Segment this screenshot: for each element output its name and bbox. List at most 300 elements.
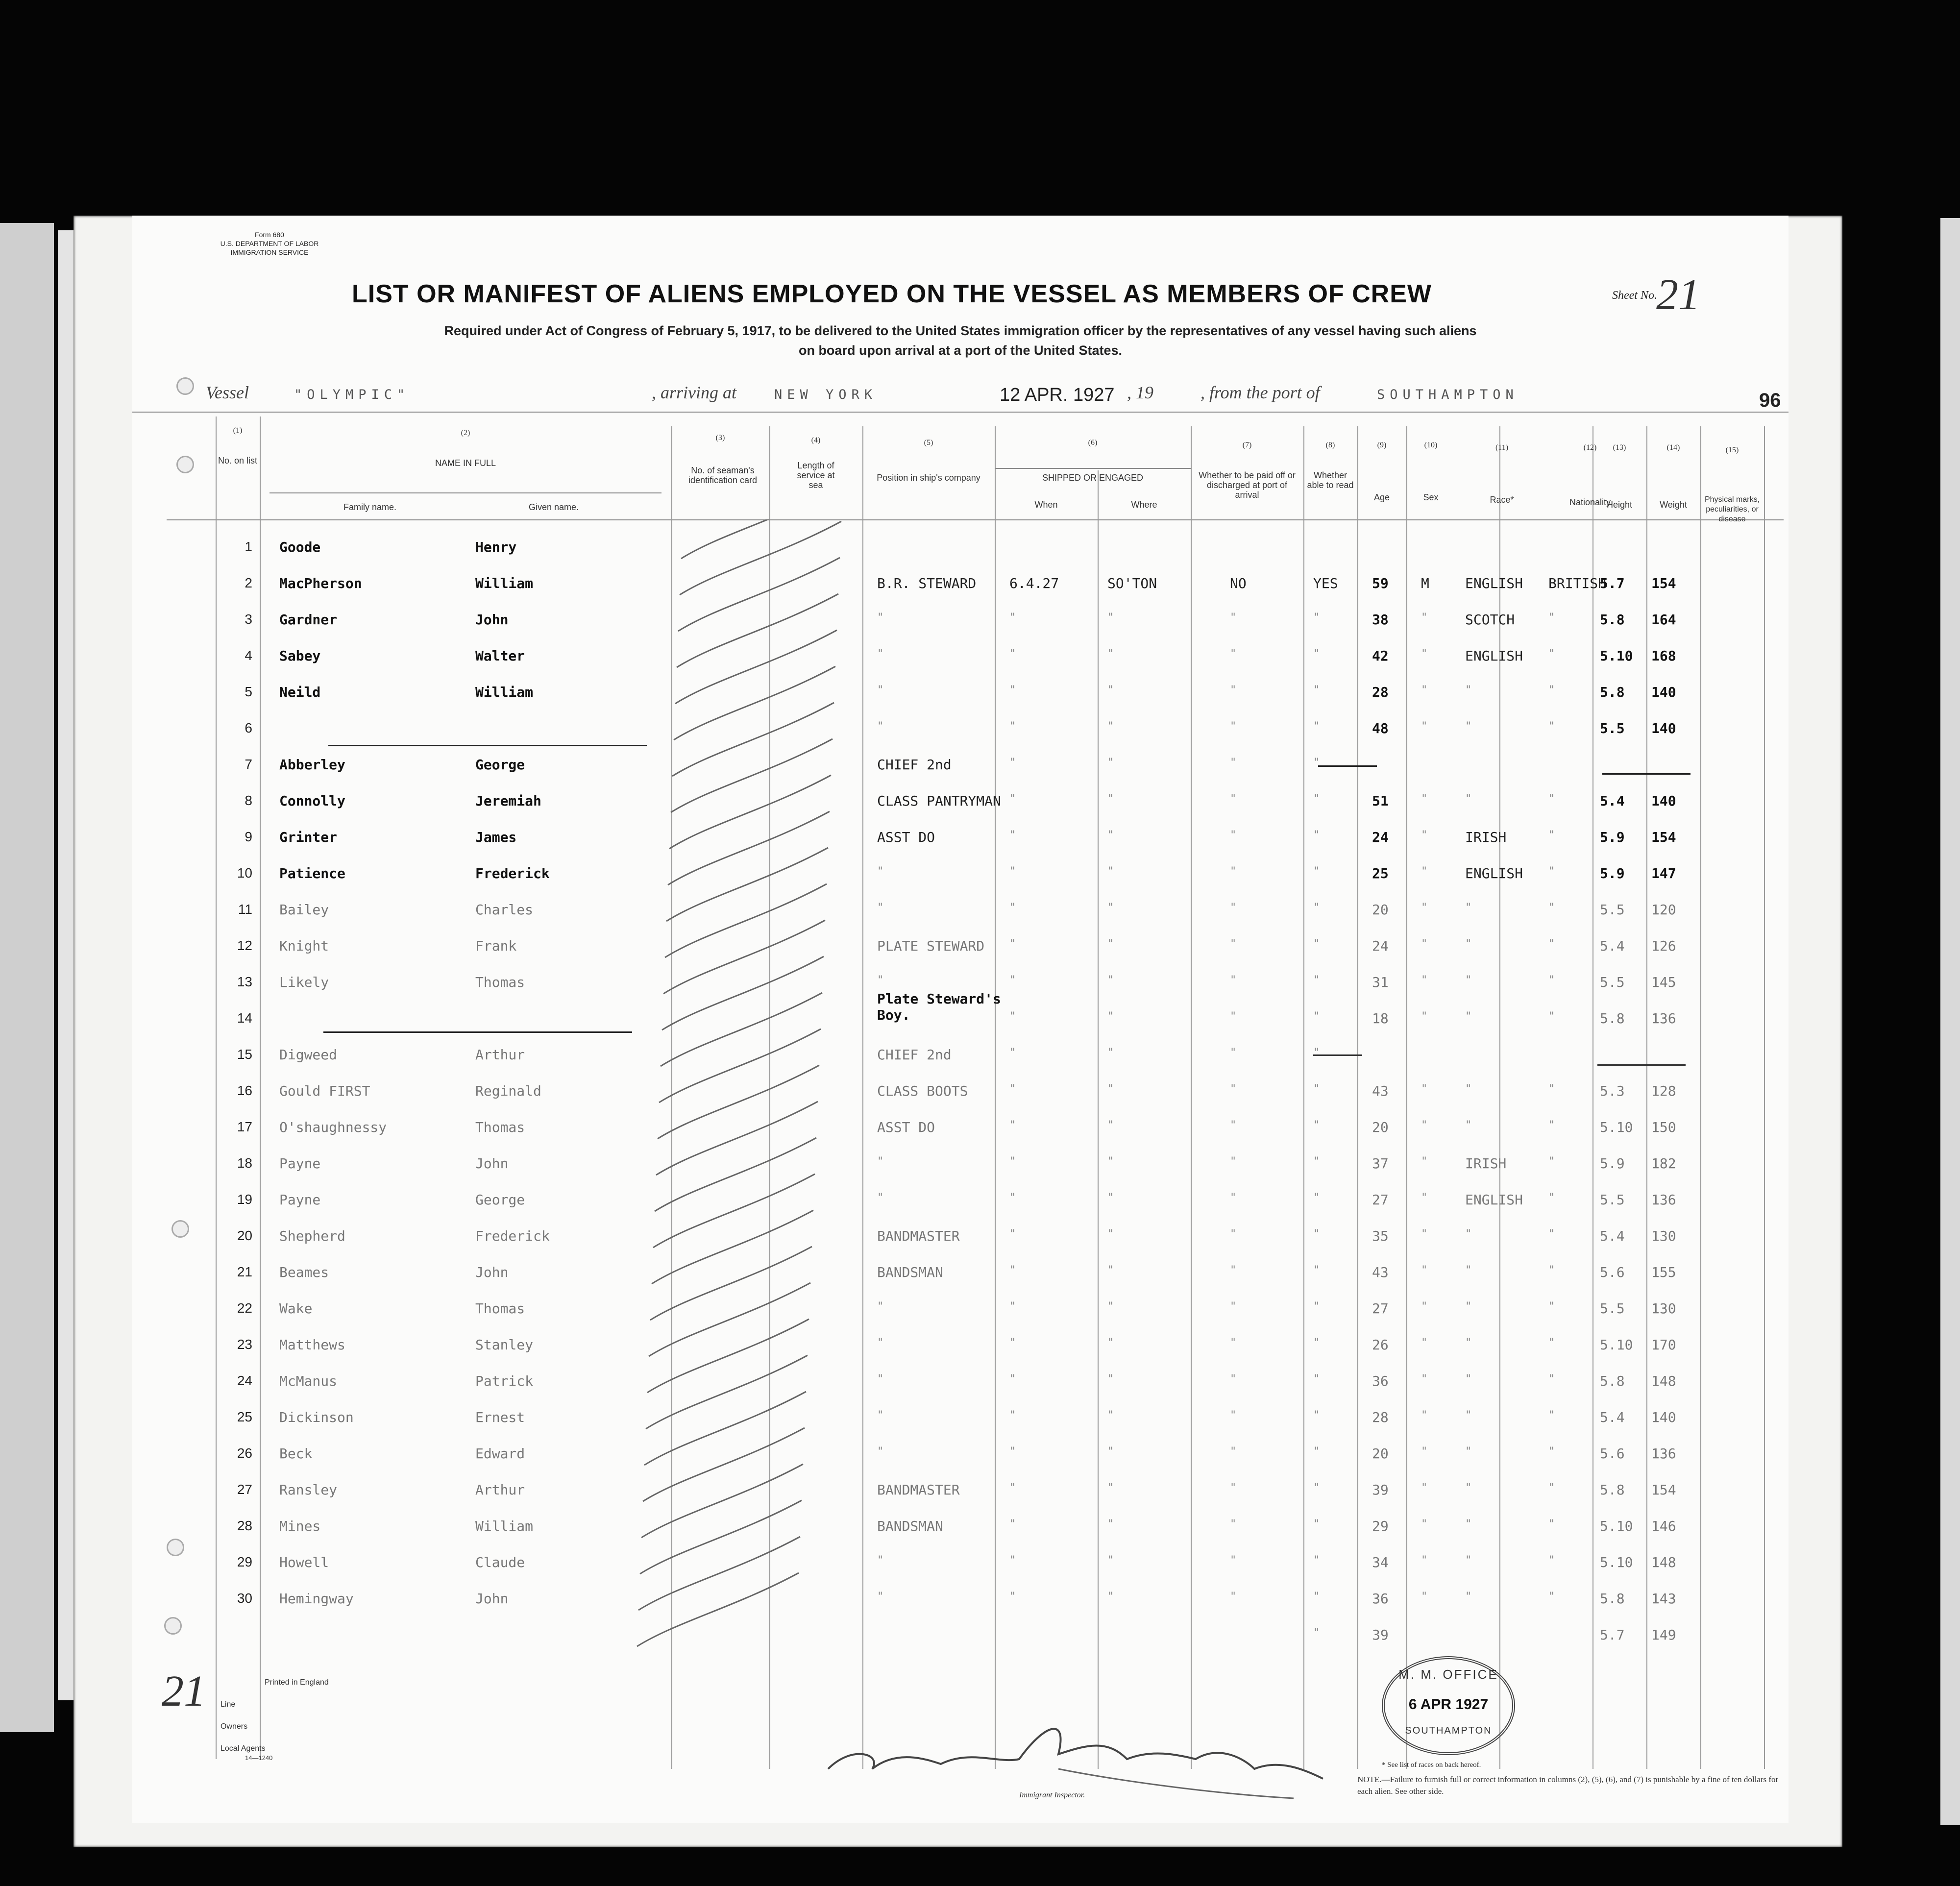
height: 5.8 [1600, 684, 1625, 700]
age: 38 [1372, 612, 1389, 628]
position: Plate Steward's Boy. [877, 991, 1001, 1023]
table-row [132, 648, 1788, 684]
shipped-when: " [1009, 1228, 1016, 1240]
row-number: 1 [245, 539, 252, 554]
shipped-when: " [1009, 1119, 1016, 1131]
nationality: " [1548, 1409, 1555, 1421]
paid-off: " [1230, 974, 1237, 986]
race: ENGLISH [1465, 1192, 1523, 1208]
paid-off: " [1230, 1264, 1237, 1276]
given-name: Henry [475, 539, 517, 555]
row-number: 15 [237, 1047, 252, 1062]
given-name: Frederick [475, 865, 550, 882]
shipped-when: " [1009, 757, 1016, 769]
race: " [1465, 1337, 1472, 1349]
row-number: 23 [237, 1337, 252, 1352]
table-row [132, 1337, 1788, 1373]
position: PLATE STEWARD [877, 938, 985, 954]
table-row [132, 1119, 1788, 1155]
height: 5.5 [1600, 720, 1625, 736]
race: " [1465, 1228, 1472, 1240]
shipped-where: " [1107, 1083, 1114, 1095]
race: " [1465, 793, 1472, 805]
weight: 120 [1651, 902, 1676, 918]
position: " [877, 684, 884, 696]
inspector-signature [813, 1695, 1382, 1808]
form-info [186, 230, 353, 257]
table-row [132, 757, 1788, 793]
inspector-label: Immigrant Inspector. [1019, 1791, 1085, 1799]
sex: " [1421, 1010, 1428, 1023]
shipped-where: " [1107, 974, 1114, 986]
table-row [132, 1192, 1788, 1228]
table-row [132, 991, 1788, 1047]
shipped-when: " [1009, 1482, 1016, 1494]
given-name: Charles [475, 902, 534, 918]
race: " [1465, 1409, 1472, 1421]
weight: 140 [1651, 793, 1676, 809]
weight: 136 [1651, 1192, 1676, 1208]
age: 31 [1372, 974, 1389, 990]
col-num: (8) [1325, 441, 1335, 449]
shipped-when: " [1009, 1445, 1016, 1458]
race: " [1465, 1119, 1472, 1131]
position: " [877, 865, 884, 878]
col-num: (6) [1088, 439, 1098, 447]
col-num: (15) [1725, 446, 1739, 454]
weight: 147 [1651, 865, 1676, 882]
row-number: 3 [245, 612, 252, 627]
weight: 145 [1651, 974, 1676, 990]
col-length-service: Length of service at sea [797, 461, 835, 490]
sex: " [1421, 648, 1428, 660]
col-num: (9) [1377, 441, 1387, 449]
given-name: Walter [475, 648, 525, 664]
shipped-where: " [1107, 902, 1114, 914]
weight: 148 [1651, 1373, 1676, 1389]
able-to-read: " [1313, 1373, 1320, 1385]
nationality: " [1548, 1192, 1555, 1204]
position: " [877, 902, 884, 914]
table-row [132, 612, 1788, 648]
weight: 154 [1651, 1482, 1676, 1498]
row-number: 8 [245, 793, 252, 808]
given-name: John [475, 612, 509, 628]
weight: 128 [1651, 1083, 1676, 1099]
col-id-card: No. of seaman's identification card [688, 465, 758, 485]
age: 39 [1372, 1627, 1389, 1643]
col-num: (3) [715, 434, 725, 442]
shipped-when: " [1009, 793, 1016, 805]
shipped-where: SO'TON [1107, 575, 1157, 591]
nationality: " [1548, 974, 1555, 986]
height: 5.7 [1600, 575, 1625, 591]
department-label: U.S. DEPARTMENT OF LABOR [220, 240, 319, 247]
age: 26 [1372, 1337, 1389, 1353]
paid-off: " [1230, 1155, 1237, 1168]
family-name: Goode [279, 539, 321, 555]
race: " [1465, 1518, 1472, 1530]
family-name: Neild [279, 684, 321, 700]
nationality: " [1548, 1554, 1555, 1567]
nationality: " [1548, 1264, 1555, 1276]
position: " [877, 648, 884, 660]
paid-off: " [1230, 1518, 1237, 1530]
table-row [132, 1047, 1788, 1083]
able-to-read: " [1313, 938, 1320, 950]
age: 27 [1372, 1192, 1389, 1208]
table-row [132, 902, 1788, 938]
able-to-read: " [1313, 1083, 1320, 1095]
shipped-when: " [1009, 1554, 1016, 1567]
age: 28 [1372, 684, 1389, 700]
row-number: 18 [237, 1155, 252, 1171]
sheet-number-label: Sheet No. [1612, 289, 1657, 302]
nationality: " [1548, 1482, 1555, 1494]
shipped-where: " [1107, 648, 1114, 660]
family-name: Beck [279, 1445, 313, 1462]
weight: 154 [1651, 575, 1676, 591]
weight: 136 [1651, 1010, 1676, 1027]
height: 5.8 [1600, 1591, 1625, 1607]
row-number: 10 [237, 865, 252, 881]
race: SCOTCH [1465, 612, 1515, 628]
position: BANDMASTER [877, 1228, 960, 1244]
height: 5.5 [1600, 1300, 1625, 1317]
row-number: 12 [237, 938, 252, 953]
paid-off: " [1230, 1010, 1237, 1023]
weight: 143 [1651, 1591, 1676, 1607]
given-name: George [475, 1192, 525, 1208]
able-to-read: " [1313, 612, 1320, 624]
row-number: 6 [245, 720, 252, 735]
able-to-read: " [1313, 829, 1320, 841]
weight: 168 [1651, 648, 1676, 664]
given-name: William [475, 1518, 534, 1534]
paid-off: " [1230, 1445, 1237, 1458]
weight: 148 [1651, 1554, 1676, 1570]
shipped-where: " [1107, 1445, 1114, 1458]
age: 25 [1372, 865, 1389, 882]
penalty-note: NOTE.—Failure to furnish full or correct information in columns (2), (5), (6), and (7) is punishable by a fine of ten dollars for each alien. See other side. [1357, 1775, 1779, 1796]
paid-off: " [1230, 612, 1237, 624]
shipped-when: " [1009, 938, 1016, 950]
shipped-where: " [1107, 1409, 1114, 1421]
race: " [1465, 1010, 1472, 1023]
paid-off: " [1230, 1083, 1237, 1095]
sex: " [1421, 1119, 1428, 1131]
col-num: (2) [461, 429, 470, 437]
row-number: 9 [245, 829, 252, 844]
sex: " [1421, 1554, 1428, 1567]
race: " [1465, 1591, 1472, 1603]
shipped-where: " [1107, 865, 1114, 878]
shipped-when: " [1009, 1409, 1016, 1421]
height: 5.4 [1600, 1228, 1625, 1244]
position: BANDMASTER [877, 1482, 960, 1498]
nationality: " [1548, 684, 1555, 696]
table-row [132, 793, 1788, 829]
nationality: " [1548, 612, 1555, 624]
form-code: 14—1240 [245, 1754, 273, 1762]
table-row [132, 1627, 1788, 1663]
shipped-where: " [1107, 1518, 1114, 1530]
family-name: Payne [279, 1155, 321, 1172]
sex: " [1421, 1445, 1428, 1458]
race-footnote: * See list of races on back hereof. [1382, 1761, 1481, 1769]
nationality: " [1548, 938, 1555, 950]
table-row [132, 938, 1788, 974]
col-num: (4) [811, 436, 821, 444]
sex: " [1421, 720, 1428, 733]
nationality: " [1548, 829, 1555, 841]
race: ENGLISH [1465, 865, 1523, 882]
shipped-where: " [1107, 757, 1114, 769]
shipped-when: " [1009, 1591, 1016, 1603]
age: 42 [1372, 648, 1389, 664]
col-able-read: Whether able to read [1307, 470, 1354, 490]
position: " [877, 1591, 884, 1603]
from-port-label: , from the port of [1200, 383, 1320, 402]
vessel-name: "OLYMPIC" [294, 387, 410, 402]
row-number: 29 [237, 1554, 252, 1569]
position: " [877, 1445, 884, 1458]
nationality: BRITISH [1548, 575, 1607, 591]
weight: 150 [1651, 1119, 1676, 1135]
family-name: Grinter [279, 829, 338, 845]
arrival-date: 12 APR. 1927 [1000, 385, 1115, 405]
age: 35 [1372, 1228, 1389, 1244]
race: " [1465, 974, 1472, 986]
table-row [132, 1300, 1788, 1337]
shipped-when: " [1009, 648, 1016, 660]
paid-off: " [1230, 1228, 1237, 1240]
row-number: 5 [245, 684, 252, 699]
able-to-read: " [1313, 648, 1320, 660]
able-to-read: " [1313, 1445, 1320, 1458]
nationality: " [1548, 1337, 1555, 1349]
adjacent-page-edge-right [1940, 218, 1960, 1825]
nationality: " [1548, 1300, 1555, 1313]
age: 51 [1372, 793, 1389, 809]
family-name: Knight [279, 938, 329, 954]
age: 48 [1372, 720, 1389, 736]
weight: 164 [1651, 612, 1676, 628]
weight: 130 [1651, 1228, 1676, 1244]
line-label: Line [220, 1700, 236, 1709]
shipped-where: " [1107, 684, 1114, 696]
row-number: 21 [237, 1264, 252, 1279]
family-name: Ransley [279, 1482, 338, 1498]
shipped-where: " [1107, 1192, 1114, 1204]
height: 5.6 [1600, 1445, 1625, 1462]
position: CHIEF 2nd [877, 1047, 952, 1063]
shipped-where: " [1107, 938, 1114, 950]
position: " [877, 1192, 884, 1204]
given-name: Frank [475, 938, 517, 954]
shipped-when: 6.4.27 [1009, 575, 1059, 591]
shipped-when: " [1009, 720, 1016, 733]
height: 5.10 [1600, 1554, 1633, 1570]
paid-off: " [1230, 757, 1237, 769]
position: " [877, 1554, 884, 1567]
table-row [132, 1591, 1788, 1627]
sex: " [1421, 1228, 1428, 1240]
able-to-read: " [1313, 1119, 1320, 1131]
row-number: 19 [237, 1192, 252, 1207]
shipped-where: " [1107, 793, 1114, 805]
document-subtitle [279, 321, 1642, 360]
sex: " [1421, 612, 1428, 624]
col-shipped: SHIPPED OR ENGAGED [1042, 473, 1144, 483]
sex: " [1421, 1409, 1428, 1421]
sex: " [1421, 1518, 1428, 1530]
row-number: 16 [237, 1083, 252, 1098]
sex: " [1421, 1373, 1428, 1385]
punch-hole [176, 377, 194, 395]
height: 5.8 [1600, 1373, 1625, 1389]
given-name: James [475, 829, 517, 845]
family-name: Connolly [279, 793, 345, 809]
paid-off: " [1230, 1192, 1237, 1204]
sex: " [1421, 1083, 1428, 1095]
col-height: Height [1606, 500, 1633, 510]
able-to-read: " [1313, 1192, 1320, 1204]
shipped-when: " [1009, 1083, 1016, 1095]
weight: 140 [1651, 1409, 1676, 1425]
family-name: MacPherson [279, 575, 362, 591]
shipped-when: " [1009, 1518, 1016, 1530]
paid-off: " [1230, 1591, 1237, 1603]
col-num: (14) [1666, 443, 1680, 452]
position: " [877, 974, 884, 986]
family-name: Gould FIRST [279, 1083, 370, 1099]
able-to-read: YES [1313, 575, 1338, 591]
year-label: , 19 [1127, 383, 1153, 402]
col-num: (7) [1242, 441, 1252, 449]
shipped-when: " [1009, 829, 1016, 841]
weight: 146 [1651, 1518, 1676, 1534]
position: " [877, 612, 884, 624]
able-to-read: " [1313, 1155, 1320, 1168]
race: " [1465, 684, 1472, 696]
shipped-where: " [1107, 1591, 1114, 1603]
col-position: Position in ship's company [877, 473, 980, 483]
height: 5.9 [1600, 829, 1625, 845]
age: 36 [1372, 1373, 1389, 1389]
position: CLASS PANTRYMAN [877, 793, 1001, 809]
age: 43 [1372, 1083, 1389, 1099]
shipped-when: " [1009, 1337, 1016, 1349]
weight: 130 [1651, 1300, 1676, 1317]
height: 5.8 [1600, 1010, 1625, 1027]
height: 5.5 [1600, 1192, 1625, 1208]
race: " [1465, 938, 1472, 950]
position: " [877, 720, 884, 733]
given-name: Reginald [475, 1083, 541, 1099]
race: " [1465, 1482, 1472, 1494]
paid-off: " [1230, 829, 1237, 841]
age: 28 [1372, 1409, 1389, 1425]
family-name: Mines [279, 1518, 321, 1534]
paid-off: " [1230, 1554, 1237, 1567]
stamp-port: SOUTHAMPTON [1405, 1725, 1492, 1736]
given-name: Arthur [475, 1047, 525, 1063]
family-name: Beames [279, 1264, 329, 1280]
family-name: Digweed [279, 1047, 338, 1063]
col-num: (1) [233, 426, 243, 435]
punch-hole [176, 456, 194, 473]
stamp-office: M. M. OFFICE [1398, 1667, 1498, 1682]
given-name: Stanley [475, 1337, 534, 1353]
height: 5.8 [1600, 1482, 1625, 1498]
shipped-when: " [1009, 1155, 1016, 1168]
col-where: Where [1131, 500, 1157, 510]
footer-handwritten-mark: 21 [162, 1667, 206, 1715]
weight: 136 [1651, 1445, 1676, 1462]
position: " [877, 1155, 884, 1168]
position: ASST DO [877, 1119, 935, 1135]
given-name: Thomas [475, 1119, 525, 1135]
family-name: Gardner [279, 612, 338, 628]
given-name: William [475, 684, 534, 700]
shipped-when: " [1009, 902, 1016, 914]
family-name: Howell [279, 1554, 329, 1570]
shipped-when: " [1009, 1300, 1016, 1313]
height: 5.5 [1600, 974, 1625, 990]
able-to-read: " [1313, 1300, 1320, 1313]
shipped-rule [995, 468, 1191, 469]
able-to-read: " [1313, 684, 1320, 696]
row-number: 4 [245, 648, 252, 663]
service-label: IMMIGRATION SERVICE [230, 248, 309, 256]
position: B.R. STEWARD [877, 575, 977, 591]
row-number: 14 [237, 1010, 252, 1026]
age: 20 [1372, 1119, 1389, 1135]
paid-off: " [1230, 684, 1237, 696]
row-number: 27 [237, 1482, 252, 1497]
height: 5.10 [1600, 1337, 1633, 1353]
paid-off: " [1230, 1047, 1237, 1059]
age: 20 [1372, 1445, 1389, 1462]
able-to-read: " [1313, 1627, 1320, 1639]
height: 5.4 [1600, 793, 1625, 809]
shipped-where: " [1107, 1155, 1114, 1168]
adjacent-page-edge-left [0, 223, 54, 1732]
age: 20 [1372, 902, 1389, 918]
age: 39 [1372, 1482, 1389, 1498]
col-paid-off: Whether to be paid off or discharged at port of arrival [1199, 470, 1296, 500]
paid-off: " [1230, 648, 1237, 660]
col-race: Race* [1490, 495, 1514, 505]
weight: 126 [1651, 938, 1676, 954]
table-row [132, 1155, 1788, 1192]
local-agents-label: Local Agents [220, 1744, 266, 1753]
shipped-when: " [1009, 612, 1016, 624]
row-number: 11 [238, 902, 252, 917]
table-row [132, 575, 1788, 612]
age: 43 [1372, 1264, 1389, 1280]
able-to-read: " [1313, 1047, 1320, 1059]
family-name: Shepherd [279, 1228, 345, 1244]
col-when: When [1034, 500, 1058, 510]
age: 18 [1372, 1010, 1389, 1027]
nationality: " [1548, 1010, 1555, 1023]
race: " [1465, 1083, 1472, 1095]
position: BANDSMAN [877, 1518, 943, 1534]
able-to-read: " [1313, 1228, 1320, 1240]
table-row [132, 1554, 1788, 1591]
